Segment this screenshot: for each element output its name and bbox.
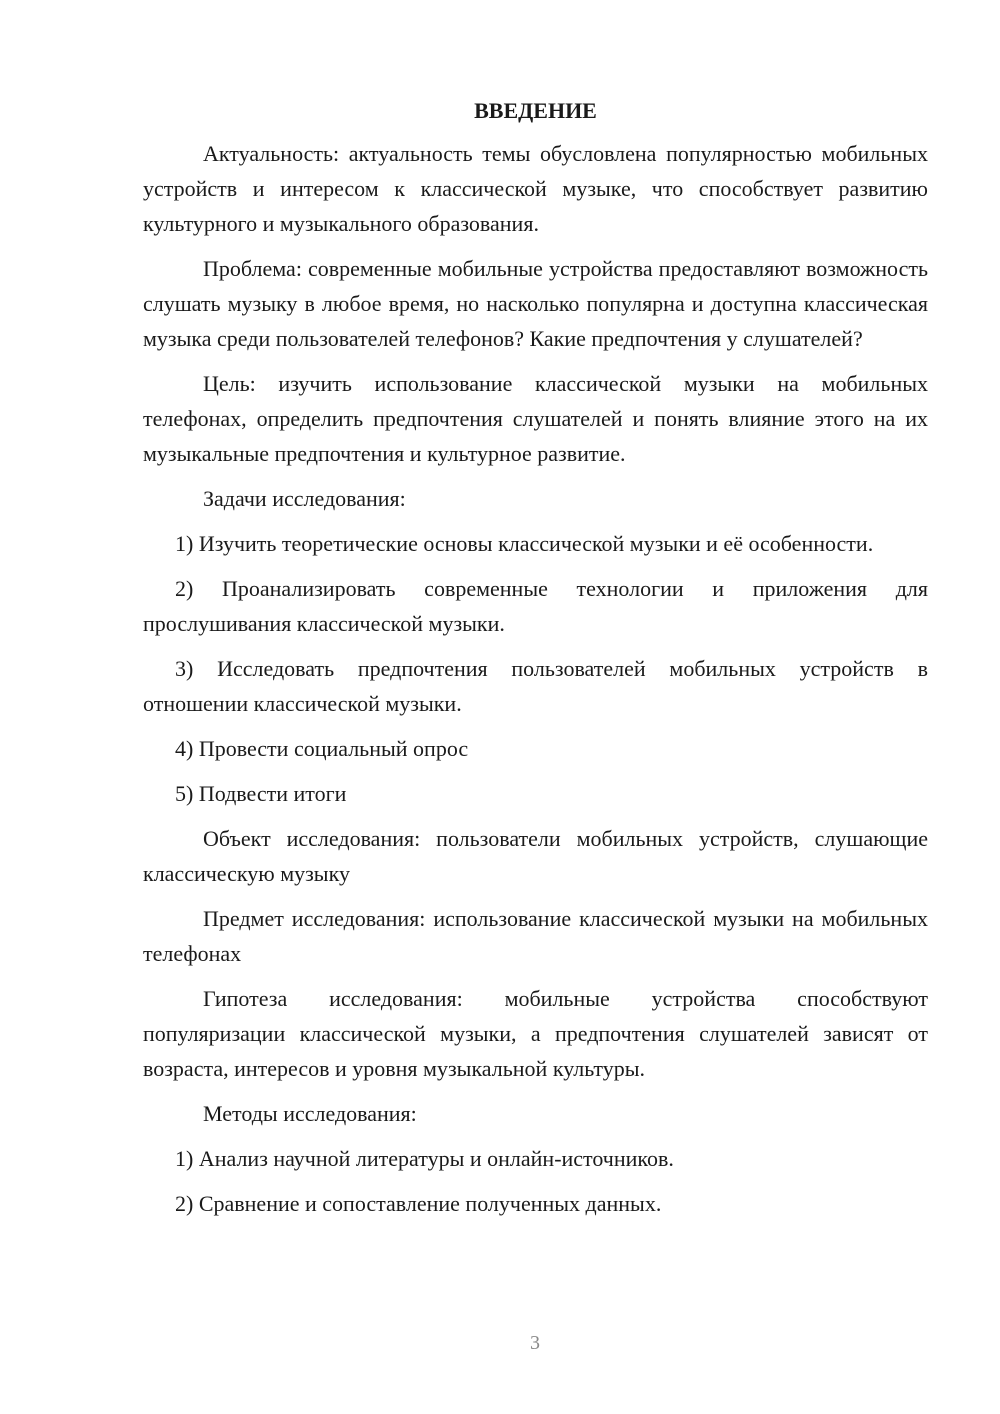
tasks-title: Задачи исследования: <box>203 486 406 511</box>
research-object-paragraph: Объект исследования: пользователи мобильных устройств, слушающие классическую музыку <box>143 826 928 886</box>
relevance-paragraph: Актуальность: актуальность темы обусловлена популярностью мобильных устройств и интересом к классической музыке, что способствует развитию культурного и музыкального образования. <box>143 141 928 236</box>
method-item-1: 1) Анализ научной литературы и онлайн-источников. <box>175 1146 674 1171</box>
hypothesis-paragraph: Гипотеза исследования: мобильные устройства способствуют популяризации классической музыки, а предпочтения слушателей зависят от возраста, интересов и уровня музыкальной культуры. <box>143 986 928 1081</box>
research-subject-paragraph: Предмет исследования: использование классической музыки на мобильных телефонах <box>143 906 928 966</box>
document-page <box>143 93 928 1221</box>
method-item-2: 2) Сравнение и сопоставление полученных данных. <box>175 1191 662 1216</box>
section-heading: ВВЕДЕНИЕ <box>474 98 597 123</box>
task-item-2: 2) Проанализировать современные технологии и приложения для прослушивания классической музыки. <box>143 576 928 636</box>
task-item-1: 1) Изучить теоретические основы классической музыки и её особенности. <box>175 531 874 556</box>
methods-title: Методы исследования: <box>203 1101 417 1126</box>
goal-paragraph: Цель: изучить использование классической музыки на мобильных телефонах, определить предпочтения слушателей и понять влияние этого на их музыкальные предпочтения и культурное развитие. <box>143 371 928 466</box>
page-number: 3 <box>530 1332 540 1354</box>
task-item-3: 3) Исследовать предпочтения пользователей мобильных устройств в отношении классической музыки. <box>143 656 928 716</box>
task-item-4: 4) Провести социальный опрос <box>175 736 469 761</box>
problem-paragraph: Проблема: современные мобильные устройства предоставляют возможность слушать музыку в любое время, но насколько популярна и доступна классическая музыка среди пользователей телефонов? Какие предпочтения у слушателей? <box>143 256 928 351</box>
task-item-5: 5) Подвести итоги <box>175 781 347 806</box>
